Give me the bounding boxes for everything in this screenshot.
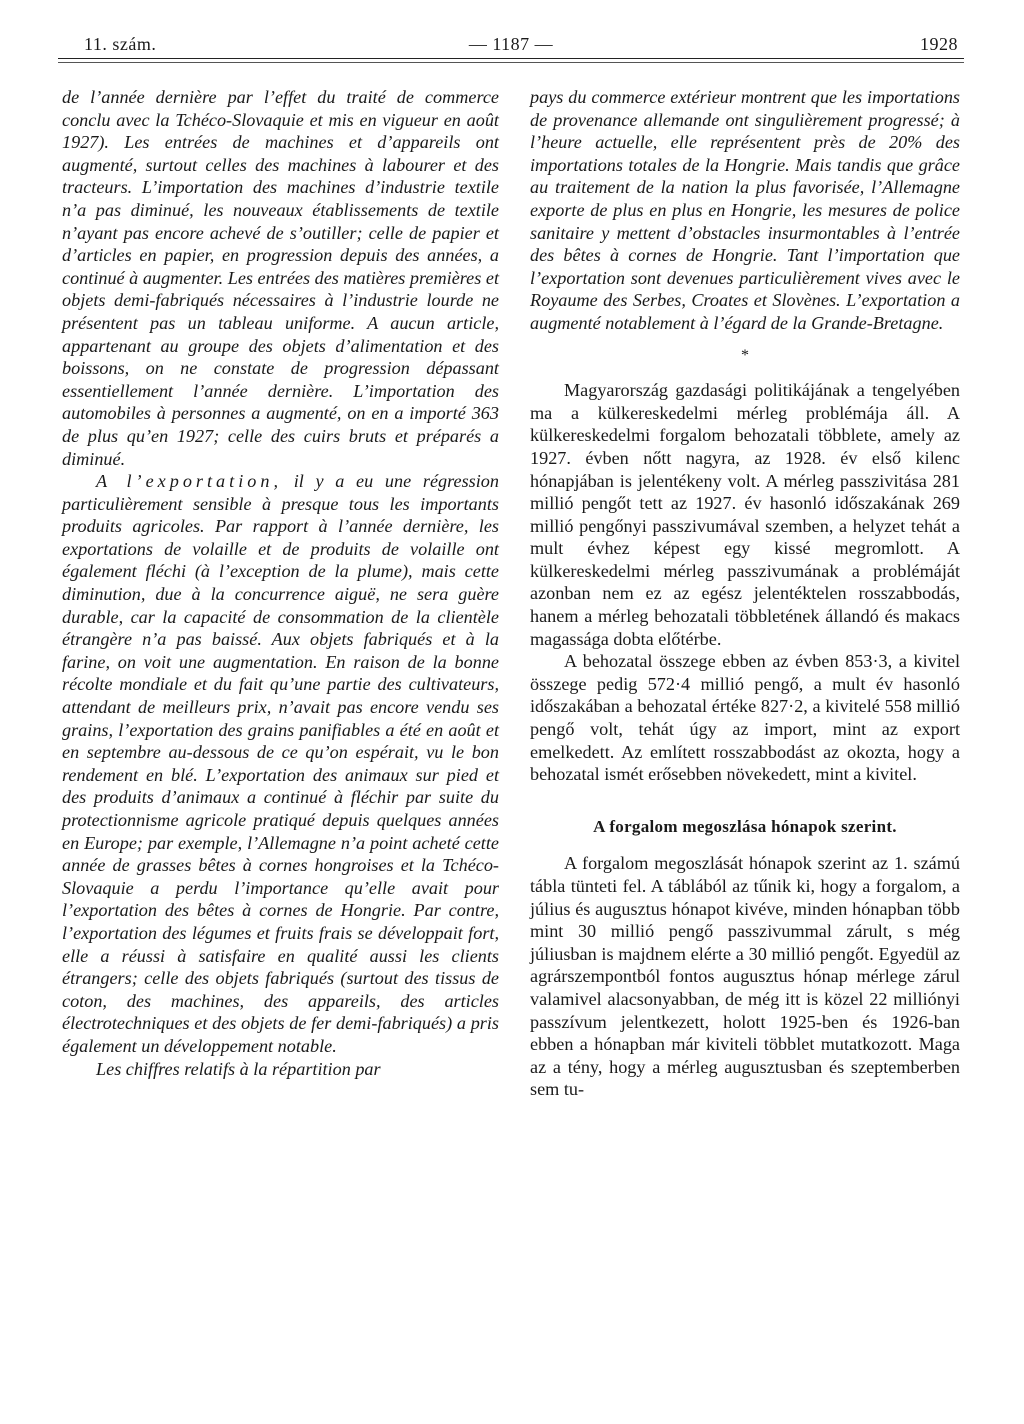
section-separator: *: [741, 346, 749, 364]
french-paragraph-exports: [62, 470, 499, 1057]
header-rule: [58, 58, 964, 59]
hungarian-paragraph-balance: Magyarország gazdasági politikájának a tengelyében ma a külkereskedelmi mérleg problémája áll. A külkereskedelmi forgalom behozatali többlete, amely az 1927. évben nőtt nagyra, az 1928. év első kilenc hónapjában is jelentékeny volt. A mérleg passzivitása 281 millió pengőt tett az 1927. év hasonló időszakának 269 millió pengőnyi passzivumával szemben, a helyzet tehát a mult évhez képest egy kissé megromlott. A külkereskedelmi mérleg passzivumának a problémáját azonban nem ez az egész jelentéktelen rosszabbodás, hanem a mérleg behozatali többletének állandó és makacs magassága dobta előtérbe.: [530, 380, 960, 649]
exportation-lead: A l’exportation,: [96, 471, 282, 492]
french-paragraph-countries: Les chiffres relatifs à la répartition par: [96, 1058, 381, 1079]
french-paragraph-continuation: pays du commerce extérieur montrent que les importations de provenance allemande ont singulièrement progressé; à l’heure actuelle, elle représentent près de 20% des importations totales de la Hongrie. Mais tandis que grâce au traitement de la nation la plus favorisée, l’Allemagne exporte de plus en plus en Hongrie, les mesures de police sanitaire y mettent d’obstacles insurmontables à l’entrée des bêtes à cornes de Hongrie. Tant l’importation que l’exportation sont devenues particulièrement vives avec le Royaume des Serbes, Croates et Slovènes. L’exportation a augmenté notablement à l’égard de la Grande-Bretagne.: [530, 87, 960, 333]
section-heading: A forgalom megoszlása hónapok szerint.: [593, 816, 897, 836]
header-rule-thin: [58, 62, 964, 63]
year: 1928: [920, 34, 958, 54]
left-column: [62, 86, 499, 1080]
issue-number: 11. szám.: [84, 34, 157, 54]
page-number: — 1187 —: [468, 34, 554, 54]
french-paragraph-imports: de l’année dernière par l’effet du traité de commerce conclu avec la Tchéco-Slovaquie et mis en vigueur en août 1927). Les entrées de machines et d’appareils ont augmenté, surtout celles des machines à labourer et des tracteurs. L’importation des machines d’industrie textile n’a pas diminué, les nouveaux établissements de textile n’ayant pas encore achevé de s’outiller; celle de papier et d’articles en papier, en progression depuis des années, a continué à augmenter. Les entrées des matières premières et objets demi-fabriqués nécessaires à l’industrie lourde ne présentent pas un tableau uniforme. A aucun article, appartenant au groupe des objets d’alimentation et des boissons, on ne constate de progression dépassant essentiellement l’année dernière. L’importation des automobiles à personnes a augmenté, on en a importé 363 de plus qu’en 1927; celle des cuirs bruts et préparés a diminué.: [62, 87, 499, 469]
hungarian-paragraph-totals: A behozatal összege ebben az évben 853·3, a kivitel összege pedig 572·4 millió pengő, a mult év hasonló időszakában a behozatal értéke 827·2, a kivitelé 558 millió pengő volt, tehát úgy az import, mint az export emelkedett. Az említett rosszabbodást az okozta, hogy a behozatal ismét erősebben növekedett, mint a kivitel.: [530, 651, 960, 785]
exportation-text: il y a eu une régression particulièrement sensible à presque tous les importants produits agricoles. Par rapport à l’année dernière, les exportations de volaille et de produits de volaille ont également fléchi (à l’exception de la plume), mais cette diminution, due à la concurrence aiguë, ne sera guère durable, car la capacité de consommation de la clientèle étrangère n’a pas baissé. Aux objets fabriqués et à la farine, on voit une augmentation. En raison de la bonne récolte mondiale et du fait qu’une partie des cultivateurs, attendant de meilleurs prix, n’avait pas encore vendu ses grains, l’exportation des grains panifiables a été en août et en septembre au-dessous de ce qu’on espérait, vu le bon rendement en blé. L’exportation des animaux sur pied et des produits d’animaux a continué à fléchir par suite du protectionnisme agricole pratiqué depuis quelques années en Europe; par exemple, l’Allemagne n’a point acheté cette année de grasses bêtes à cornes hongroises et la Tchéco-Slovaquie a perdu l’importance qu’elle avait pour l’exportation des bêtes à cornes de Hongrie. Par contre, l’exportation des légumes et fruits frais se développait fort, elle a réussi à satisfaire en qualité aussi les clients étrangers; celle des objets fabriqués (surtout des tissus de coton, des machines, des appareils, des articles électrotechniques et des objets de fer demi-fabriqués) a pris également un développement notable.: [62, 471, 499, 1056]
page-header: [58, 26, 964, 58]
right-column: [530, 86, 960, 1101]
hungarian-paragraph-months: A forgalom megoszlását hónapok szerint az 1. számú tábla tünteti fel. A táblából az tűnik ki, hogy a forgalom, a július és augusztus hónapot kivéve, minden hónapban több mint 30 millió pengő passzivummal zárult, s még júliusban is majdnem elérte a 30 millió pengőt. Egyedül az agrárszempontból fontos augusztus hónap mérlege zárul valamivel alacsonyabban, de még itt is közel 22 milliónyi passzívum jelentkezett, holott 1925-ben és 1926-ban ebben a hónapban már kiviteli többlet mutatkozott. Maga az a tény, hogy a mérleg augusztusban és szeptemberben sem tu-: [530, 853, 960, 1100]
